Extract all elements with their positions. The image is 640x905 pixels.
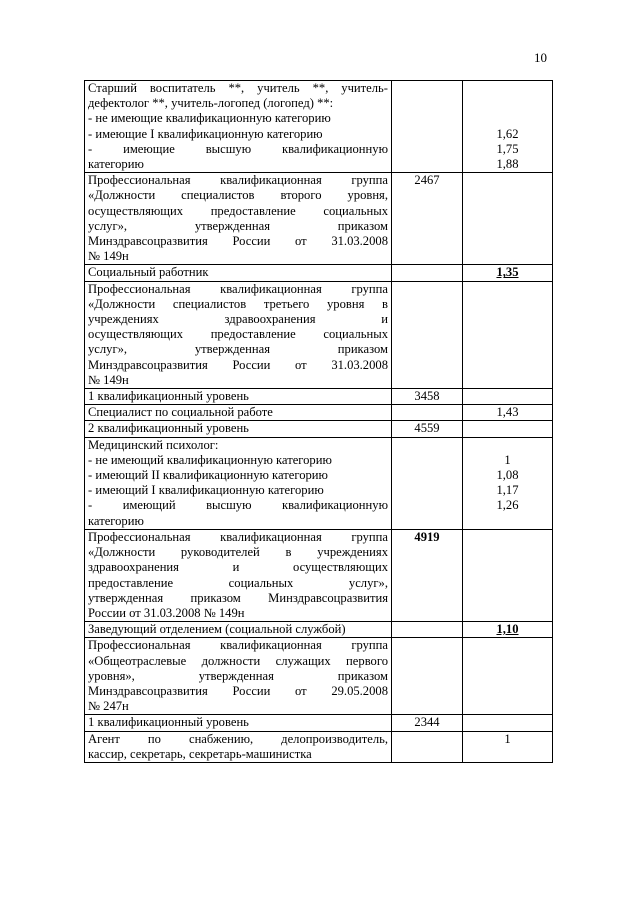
- position-title: Социальный работник: [85, 265, 392, 281]
- position-title: Заведующий отделением (социальной службой): [85, 622, 392, 638]
- base-salary: [392, 622, 463, 638]
- base-salary: 4559: [392, 421, 463, 437]
- group-description: Профессиональная квалификационная группа «Общеотраслевые должности служащих первого уровня», утвержденная приказом Минздравсоцразвития России от 29.05.2008 № 247н: [85, 638, 392, 715]
- base-salary: 3458: [392, 389, 463, 405]
- table-row: [85, 265, 553, 281]
- base-salary: [392, 437, 463, 529]
- table-row: [85, 715, 553, 731]
- coefficient: [463, 389, 553, 405]
- coefficient: 1,10: [463, 622, 553, 638]
- base-salary: [392, 405, 463, 421]
- table-row: [85, 731, 553, 762]
- group-description: Профессиональная квалификационная группа «Должности специалистов второго уровня, осуществляющих предоставление социальных услуг», утвержденная приказом Минздравсоцразвития России от 31.03.2008 № 149н: [85, 173, 392, 265]
- table-row: [85, 405, 553, 421]
- table-row: [85, 281, 553, 388]
- coefficient: 1,35: [463, 265, 553, 281]
- base-salary: [392, 81, 463, 173]
- salary-table: [84, 80, 553, 763]
- position-description: Медицинский психолог: - не имеющий квалификационную категорию - имеющий II квалификационную категорию - имеющий I квалификационную категорию - имеющий высшую квалификационную категорию: [85, 437, 392, 529]
- position-description: Агент по снабжению, делопроизводитель, кассир, секретарь, секретарь-машинистка: [85, 731, 392, 762]
- base-salary: [392, 638, 463, 715]
- table-row: [85, 638, 553, 715]
- coefficient: [463, 421, 553, 437]
- base-salary: [392, 281, 463, 388]
- coefficient: 1,62 1,75 1,88: [463, 81, 553, 173]
- coefficient: 1 1,08 1,17 1,26: [463, 437, 553, 529]
- coefficient: [463, 638, 553, 715]
- coefficient: 1: [463, 731, 553, 762]
- table-row: [85, 389, 553, 405]
- qualification-level: 1 квалификационный уровень: [85, 715, 392, 731]
- table-row: [85, 173, 553, 265]
- base-salary: [392, 731, 463, 762]
- table-row: [85, 529, 553, 621]
- base-salary: [392, 265, 463, 281]
- base-salary: 2344: [392, 715, 463, 731]
- table-row: [85, 622, 553, 638]
- group-description: Профессиональная квалификационная группа «Должности руководителей в учреждениях здравоохранения и осуществляющих предоставление социальных услуг», утвержденная приказом Минздравсоцразвития России от 31.03.2008 № 149н: [85, 529, 392, 621]
- base-salary: 4919: [392, 529, 463, 621]
- qualification-level: 2 квалификационный уровень: [85, 421, 392, 437]
- coefficient: [463, 173, 553, 265]
- position-description: Старший воспитатель **, учитель **, учитель- дефектолог **, учитель-логопед (логопед) **: - не имеющие квалификационную категорию - имеющие I квалификационную категорию - имеющие высшую квалификационную категорию: [85, 81, 392, 173]
- table-row: [85, 81, 553, 173]
- group-description: Профессиональная квалификационная группа «Должности специалистов третьего уровня в учреждениях здравоохранения и осуществляющих предоставление социальных услуг», утвержденная приказом Минздравсоцразвития России от 31.03.2008 № 149н: [85, 281, 392, 388]
- base-salary: 2467: [392, 173, 463, 265]
- page-number: 10: [534, 50, 547, 65]
- position-title: Специалист по социальной работе: [85, 405, 392, 421]
- table-row: [85, 437, 553, 529]
- table-row: [85, 421, 553, 437]
- coefficient: [463, 281, 553, 388]
- coefficient: [463, 715, 553, 731]
- qualification-level: 1 квалификационный уровень: [85, 389, 392, 405]
- coefficient: 1,43: [463, 405, 553, 421]
- coefficient: [463, 529, 553, 621]
